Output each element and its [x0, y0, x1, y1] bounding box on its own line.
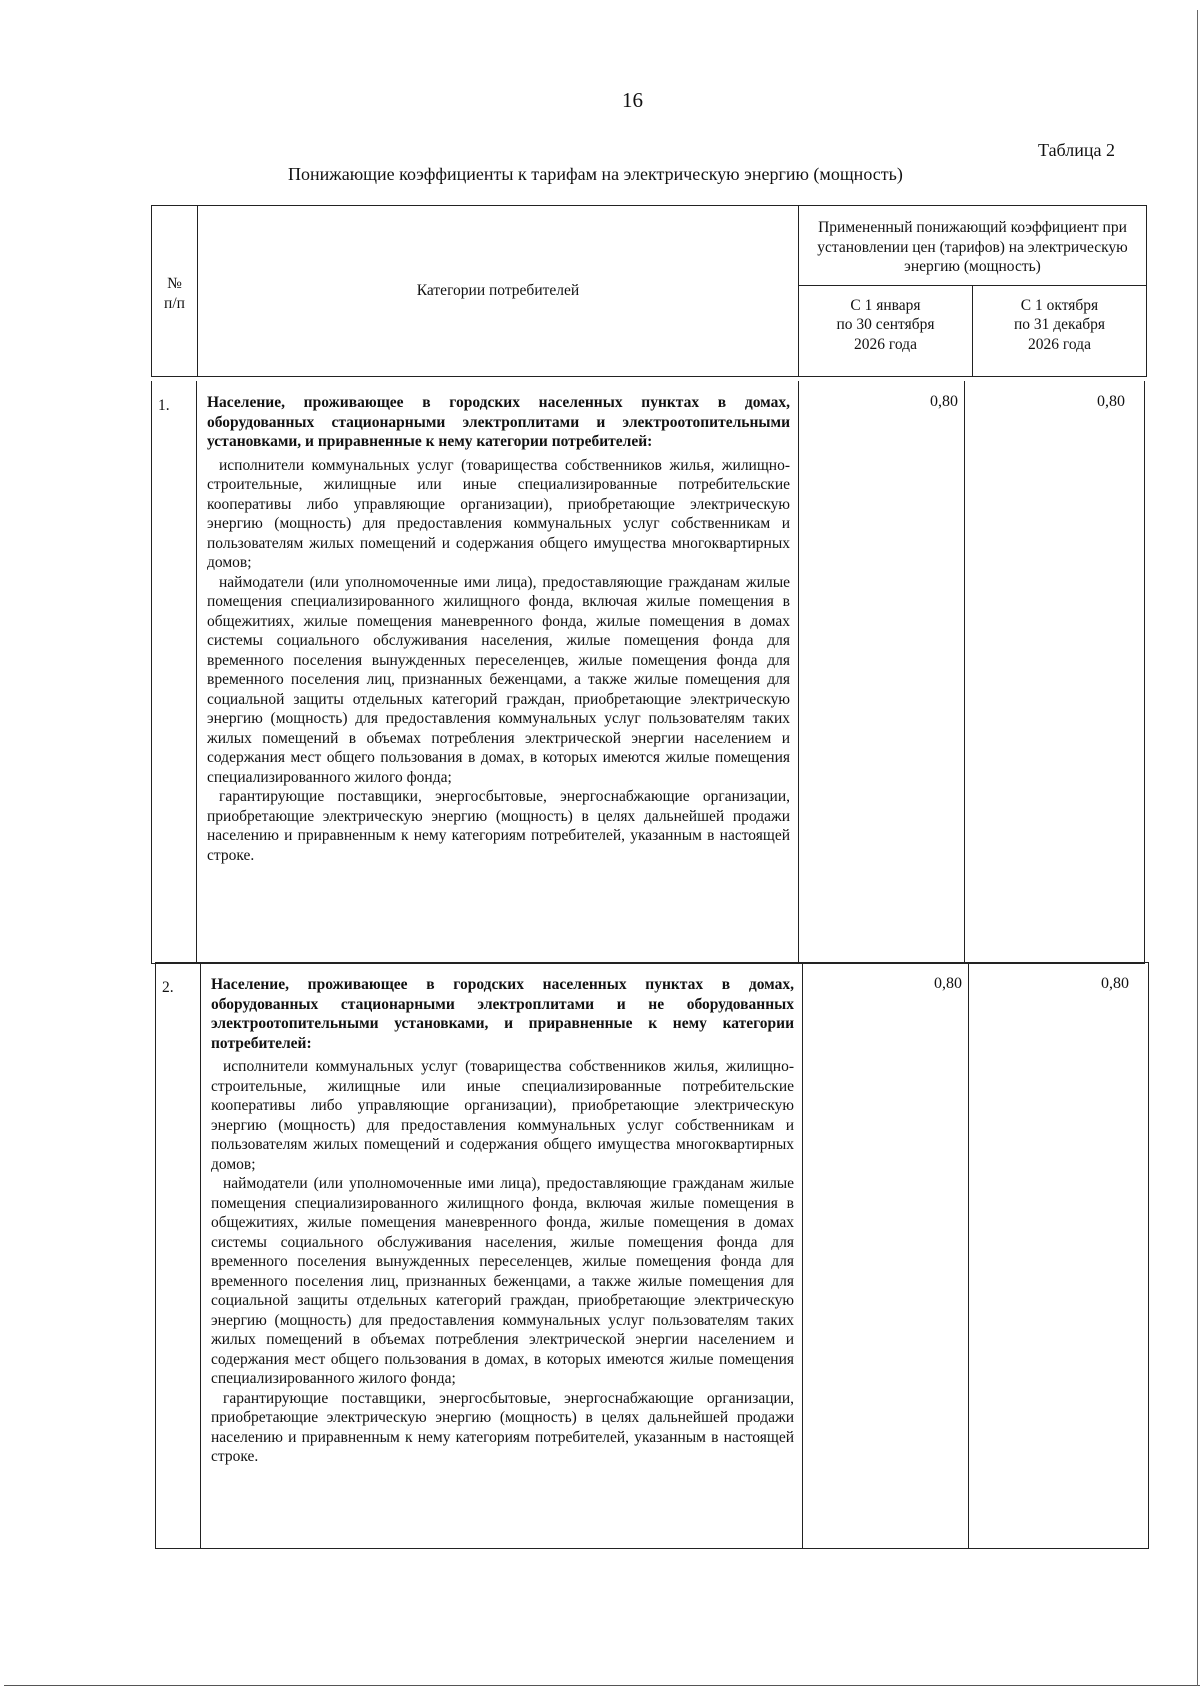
scan-right-edge [1197, 10, 1198, 1686]
row-paragraph: гарантирующие поставщики, энергосбытовые, энергоснабжающие организации, приобретающие электрическую энергию (мощность) в целях дальнейшей продажи населению и приравненным к нему категориям потребителей, указанным в настоящей строке. [207, 788, 790, 864]
table-row [151, 381, 1145, 964]
table-row [155, 962, 1149, 1549]
table-label: Таблица 2 [1038, 140, 1115, 160]
header-period-1: С 1 января по 30 сентября 2026 года [799, 285, 973, 376]
header-applied-coefficient: Примененный понижающий коэффициент при установлении цен (тарифов) на электрическую энергию (мощность) [799, 206, 1147, 286]
table-caption: Понижающие коэффициенты к тарифам на электрическую энергию (мощность) [288, 164, 903, 184]
row-category-text [201, 381, 799, 963]
row-paragraph: наймодатели (или уполномоченные ими лица), предоставляющие гражданам жилые помещения специализированного жилищного фонда, включая жилые помещения в общежитиях, жилые помещения маневренного фонда, жилые помещения в домах системы социального обслуживания населения, жилые помещения фонда для временного поселения вынужденных переселенцев, жилые помещения фонда для временного поселения лиц, признанных беженцами, а также жилые помещения для социальной защиты отдельных категорий граждан, приобретающие электрическую энергию (мощность) для предоставления коммунальных услуг пользователям таких жилых помещений в объемах потребления электрической энергии населением и содержания мест общего пользования в домах, в которых имеются жилые помещения специализированного жилого фонда; [211, 1175, 794, 1387]
header-category: Категории потребителей [198, 206, 799, 377]
row-category-text [205, 963, 803, 1548]
row-value-period-2: 0,80 [1101, 975, 1129, 992]
header-period-2: С 1 октября по 31 декабря 2026 года [973, 285, 1147, 376]
row-lead: Население, проживающее в городских населенных пунктах в домах, оборудованных стационарными электроплитами и не оборудованных электроотопительными установками, и приравненные к нему категории потребителей: [211, 976, 794, 1052]
row-number: 1. [152, 381, 197, 963]
table-header [151, 205, 1147, 377]
row-value-period-1: 0,80 [803, 963, 969, 1548]
row-number: 2. [156, 963, 201, 1548]
row-paragraph: исполнители коммунальных услуг (товарищества собственников жилья, жилищно-строительные, жилищные или иные специализированные потребительские кооперативы либо управляющие организации), приобретающие электрическую энергию (мощность) для предоставления коммунальных услуг собственникам и пользователям жилых помещений и содержания общего имущества многоквартирных домов; [207, 456, 790, 571]
row-paragraph: гарантирующие поставщики, энергосбытовые, энергоснабжающие организации, приобретающие электрическую энергию (мощность) в целях дальнейшей продажи населению и приравненным к нему категориям потребителей, указанным в настоящей строке. [211, 1389, 794, 1465]
row-value-period-1: 0,80 [799, 381, 965, 963]
row-lead: Население, проживающее в городских населенных пунктах в домах, оборудованных стационарными электроплитами и электроотопительными установками, и приравненные к нему категории потребителей: [207, 394, 790, 450]
row-value-period-2: 0,80 [1097, 393, 1125, 410]
page-number: 16 [622, 88, 643, 112]
row-paragraph: исполнители коммунальных услуг (товарищества собственников жилья, жилищно-строительные, жилищные или иные специализированные потребительские кооперативы либо управляющие организации), приобретающие электрическую энергию (мощность) для предоставления коммунальных услуг собственникам и пользователям жилых помещений и содержания общего имущества многоквартирных домов; [211, 1058, 794, 1173]
row-paragraph: наймодатели (или уполномоченные ими лица), предоставляющие гражданам жилые помещения специализированного жилищного фонда, включая жилые помещения в общежитиях, жилые помещения маневренного фонда, жилые помещения в домах системы социального обслуживания населения, жилые помещения фонда для временного поселения вынужденных переселенцев, жилые помещения фонда для временного поселения лиц, признанных беженцами, а также жилые помещения для социальной защиты отдельных категорий граждан, приобретающие электрическую энергию (мощность) для предоставления коммунальных услуг пользователям таких жилых помещений в объемах потребления электрической энергии населением и содержания мест общего пользования в домах, в которых имеются жилые помещения специализированного жилого фонда; [207, 573, 790, 786]
header-number: № п/п [152, 206, 198, 377]
